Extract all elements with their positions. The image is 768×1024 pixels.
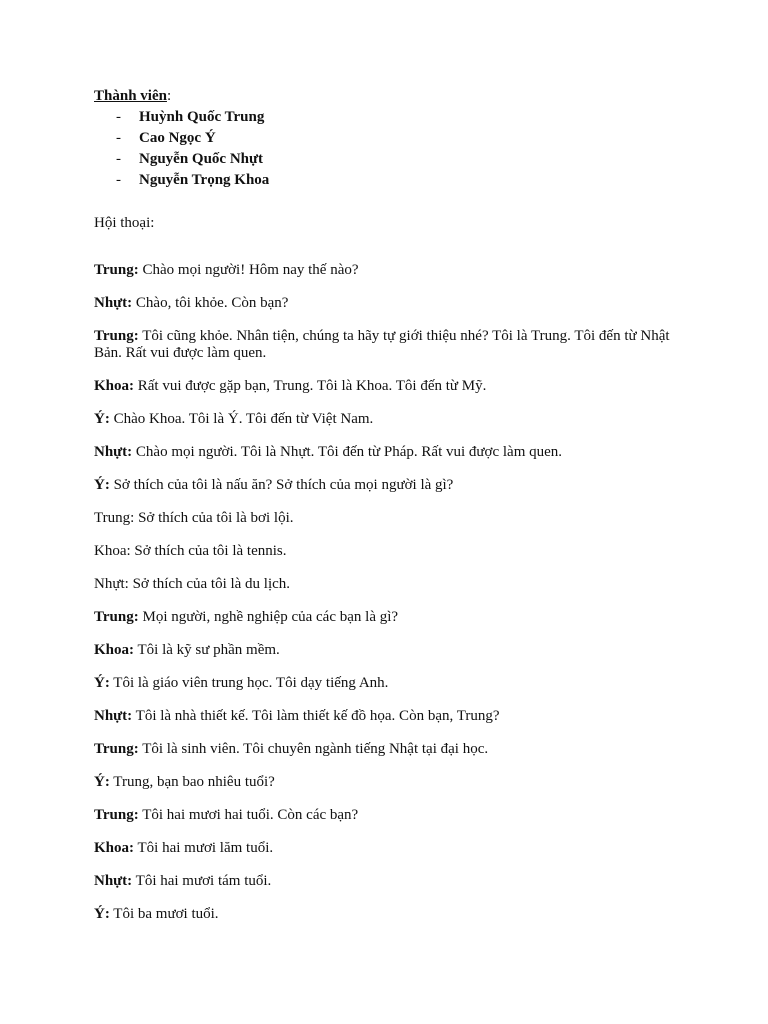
dialogue-line bbox=[94, 741, 674, 758]
dialogue-line bbox=[94, 675, 674, 692]
member-item: - Huỳnh Quốc Trung bbox=[116, 109, 265, 125]
dialogue-line bbox=[94, 807, 674, 824]
speaker-name: Nhựt: bbox=[94, 873, 133, 889]
speaker-name: Trung: bbox=[94, 741, 139, 757]
members-colon: : bbox=[166, 88, 172, 104]
dialogue-line bbox=[94, 510, 674, 527]
dialogue-line bbox=[94, 873, 674, 890]
dialogue-line bbox=[94, 378, 674, 395]
speaker-name: Khoa: bbox=[94, 840, 135, 856]
dialogue-text: Tôi là kỹ sư phần mềm. bbox=[134, 642, 280, 658]
dialogue-line bbox=[94, 477, 674, 494]
speaker-name: Ý: bbox=[94, 906, 110, 922]
dialogue-text: Tôi là giáo viên trung học. Tôi dạy tiếng Anh. bbox=[109, 675, 389, 691]
speaker-name: Nhựt: bbox=[94, 444, 133, 460]
dialogue-line bbox=[94, 708, 674, 725]
speaker-name: Trung: bbox=[94, 807, 139, 823]
member-item: - Nguyễn Trọng Khoa bbox=[116, 172, 270, 188]
speaker-name: Khoa: bbox=[94, 642, 135, 658]
dialogue-line bbox=[94, 444, 674, 461]
speaker-name: Trung: bbox=[94, 328, 139, 344]
dialogue-line bbox=[94, 262, 674, 279]
member-name: Cao Ngọc Ý bbox=[139, 130, 216, 146]
members-list bbox=[94, 107, 674, 191]
dialogue-line bbox=[94, 642, 674, 659]
member-name: Nguyễn Trọng Khoa bbox=[139, 172, 270, 188]
dialogue-text: Tôi hai mươi hai tuổi. Còn các bạn? bbox=[138, 807, 359, 823]
speaker-name: Ý: bbox=[94, 774, 110, 790]
dialogue-line bbox=[94, 543, 674, 560]
members-title: Thành viên bbox=[94, 88, 167, 104]
dialogue-text: Tôi là sinh viên. Tôi chuyên ngành tiếng Nhật tại đại học. bbox=[138, 741, 489, 757]
member-name: Huỳnh Quốc Trung bbox=[139, 109, 265, 125]
dialogue-text: Tôi ba mươi tuổi. bbox=[109, 906, 219, 922]
dialogue-text: Tôi là nhà thiết kế. Tôi làm thiết kế đồ họa. Còn bạn, Trung? bbox=[132, 708, 500, 724]
dialogue-text: Sở thích của tôi là nấu ăn? Sở thích của mọi người là gì? bbox=[109, 477, 454, 493]
dialogue-text: Sở thích của tôi là tennis. bbox=[130, 543, 287, 559]
dialogue-text: Chào Khoa. Tôi là Ý. Tôi đến từ Việt Nam. bbox=[109, 411, 374, 427]
dialogue-text: Chào, tôi khỏe. Còn bạn? bbox=[132, 295, 289, 311]
dialogue-line bbox=[94, 774, 674, 791]
speaker-name: Khoa: bbox=[94, 543, 131, 559]
dialogue-line bbox=[94, 609, 674, 626]
dialogue-text: Trung, bạn bao nhiêu tuổi? bbox=[109, 774, 275, 790]
dialogue-text: Tôi cũng khỏe. Nhân tiện, chúng ta hãy tự giới thiệu nhé? Tôi là Trung. Tôi đến từ Nhật Bản. Rất vui được làm quen. bbox=[94, 328, 670, 361]
dialogue-text: Tôi hai mươi lăm tuổi. bbox=[134, 840, 274, 856]
speaker-name: Nhựt: bbox=[94, 576, 129, 592]
speaker-name: Nhựt: bbox=[94, 295, 133, 311]
member-item: - Nguyễn Quốc Nhựt bbox=[116, 151, 264, 167]
dialogue-text: Rất vui được gặp bạn, Trung. Tôi là Khoa. Tôi đến từ Mỹ. bbox=[134, 378, 487, 394]
speaker-name: Nhựt: bbox=[94, 708, 133, 724]
speaker-name: Ý: bbox=[94, 675, 110, 691]
dialogue-heading: Hội thoại: bbox=[94, 215, 155, 231]
dialogue-line bbox=[94, 328, 674, 362]
members-heading bbox=[94, 86, 674, 107]
speaker-name: Trung: bbox=[94, 510, 135, 526]
speaker-name: Trung: bbox=[94, 609, 139, 625]
dialogue-text: Chào mọi người. Tôi là Nhựt. Tôi đến từ Pháp. Rất vui được làm quen. bbox=[132, 444, 563, 460]
member-item: - Cao Ngọc Ý bbox=[116, 130, 216, 146]
dialogue-line bbox=[94, 840, 674, 857]
document-page bbox=[94, 86, 674, 922]
speaker-name: Ý: bbox=[94, 411, 110, 427]
dialogue-line bbox=[94, 411, 674, 428]
dialogue-line bbox=[94, 295, 674, 312]
member-name: Nguyễn Quốc Nhựt bbox=[139, 151, 264, 167]
dialogue-line bbox=[94, 576, 674, 593]
dialogue-text: Tôi hai mươi tám tuổi. bbox=[132, 873, 272, 889]
speaker-name: Ý: bbox=[94, 477, 110, 493]
dialogue-text: Mọi người, nghề nghiệp của các bạn là gì? bbox=[138, 609, 399, 625]
dialogue-text: Sở thích của tôi là bơi lội. bbox=[134, 510, 294, 526]
speaker-name: Khoa: bbox=[94, 378, 135, 394]
dialogue-line bbox=[94, 906, 674, 923]
dialogue-text: Sở thích của tôi là du lịch. bbox=[128, 576, 291, 592]
speaker-name: Trung: bbox=[94, 262, 139, 278]
dialogue-text: Chào mọi người! Hôm nay thế nào? bbox=[138, 262, 359, 278]
